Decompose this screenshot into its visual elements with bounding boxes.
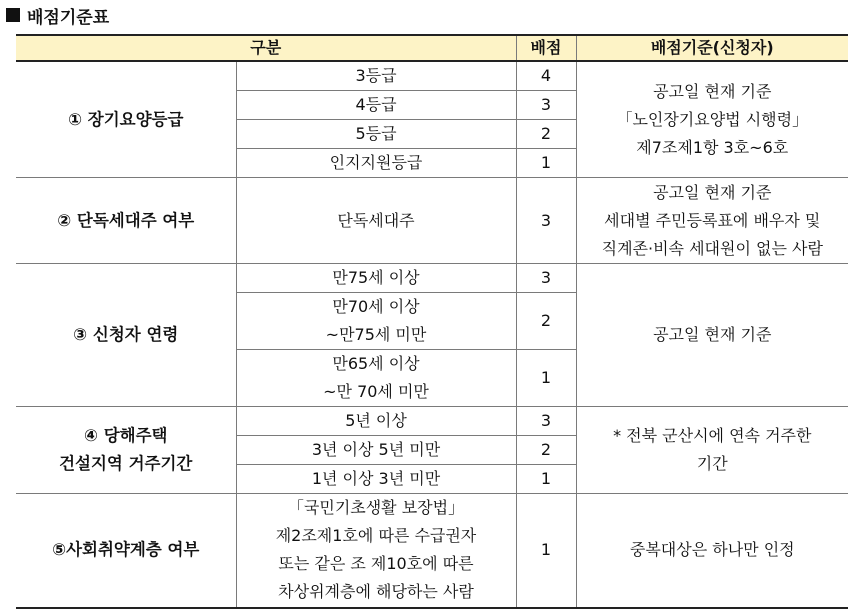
- category-vulnerable-class: ⑤사회취약계층 여부: [16, 494, 236, 608]
- item-cell: 만75세 이상: [236, 264, 516, 293]
- table-row: [16, 178, 848, 264]
- table-row: [16, 407, 848, 436]
- item-line: 또는 같은 조 제10호에 따른: [278, 554, 474, 574]
- scoring-table: [16, 34, 848, 609]
- item-cell: [236, 293, 516, 350]
- item-line: ~만75세 미만: [325, 325, 427, 344]
- item-line: 「국민기초생활 보장법」: [287, 498, 465, 518]
- item-cell: 3등급: [236, 61, 516, 91]
- criteria-cell: [576, 178, 848, 264]
- score-cell: 1: [516, 465, 576, 494]
- criteria-line: * 전북 군산시에 연속 거주한: [613, 426, 812, 445]
- criteria-line: 직계존·비속 세대원이 없는 사람: [601, 238, 823, 258]
- header-row: [16, 35, 848, 61]
- criteria-line: 세대별 주민등록표에 배우자 및: [604, 210, 821, 230]
- criteria-cell: 중복대상은 하나만 인정: [576, 494, 848, 608]
- table-row: [16, 494, 848, 608]
- score-cell: 2: [516, 293, 576, 350]
- item-line: 차상위계층에 해당하는 사람: [278, 582, 474, 602]
- item-cell: [236, 350, 516, 407]
- square-bullet-icon: [6, 8, 20, 22]
- category-line: ④ 당해주택: [84, 426, 168, 445]
- score-cell: 3: [516, 178, 576, 264]
- item-line: 만65세 이상: [332, 354, 420, 373]
- table-row: [16, 264, 848, 293]
- header-category: 구분: [16, 35, 516, 61]
- criteria-line: 「노인장기요양법 시행령」: [616, 109, 809, 129]
- header-criteria: 배점기준(신청자): [576, 35, 848, 61]
- score-cell: 4: [516, 61, 576, 91]
- item-line: 제2조제1호에 따른 수급권자: [275, 526, 477, 546]
- score-cell: 1: [516, 350, 576, 407]
- criteria-cell: [576, 407, 848, 494]
- item-cell: 3년 이상 5년 미만: [236, 436, 516, 465]
- criteria-line: 제7조제1항 3호~6호: [636, 137, 789, 157]
- criteria-cell: 공고일 현재 기준: [576, 264, 848, 407]
- header-score: 배점: [516, 35, 576, 61]
- item-line: 만70세 이상: [332, 297, 420, 316]
- item-cell: 5년 이상: [236, 407, 516, 436]
- item-cell: 5등급: [236, 120, 516, 149]
- score-cell: 1: [516, 494, 576, 608]
- category-long-term-care: ① 장기요양등급: [16, 61, 236, 178]
- score-cell: 2: [516, 436, 576, 465]
- item-cell: 인지지원등급: [236, 149, 516, 178]
- item-cell: 단독세대주: [236, 178, 516, 264]
- table-row: [16, 61, 848, 91]
- item-line: ~만 70세 미만: [323, 382, 429, 401]
- section-heading: [6, 4, 109, 26]
- category-applicant-age: ③ 신청자 연령: [16, 264, 236, 407]
- score-cell: 3: [516, 407, 576, 436]
- criteria-line: 기간: [696, 454, 728, 473]
- category-line: 건설지역 거주기간: [59, 454, 193, 473]
- criteria-line: 공고일 현재 기준: [653, 81, 772, 101]
- score-cell: 3: [516, 91, 576, 120]
- score-cell: 2: [516, 120, 576, 149]
- score-cell: 1: [516, 149, 576, 178]
- section-title: 배점기준표: [27, 7, 110, 28]
- item-cell: [236, 494, 516, 608]
- category-single-household: ② 단독세대주 여부: [16, 178, 236, 264]
- criteria-cell: [576, 61, 848, 178]
- category-residence-period: [16, 407, 236, 494]
- criteria-line: 공고일 현재 기준: [653, 182, 772, 202]
- item-cell: 1년 이상 3년 미만: [236, 465, 516, 494]
- score-cell: 3: [516, 264, 576, 293]
- item-cell: 4등급: [236, 91, 516, 120]
